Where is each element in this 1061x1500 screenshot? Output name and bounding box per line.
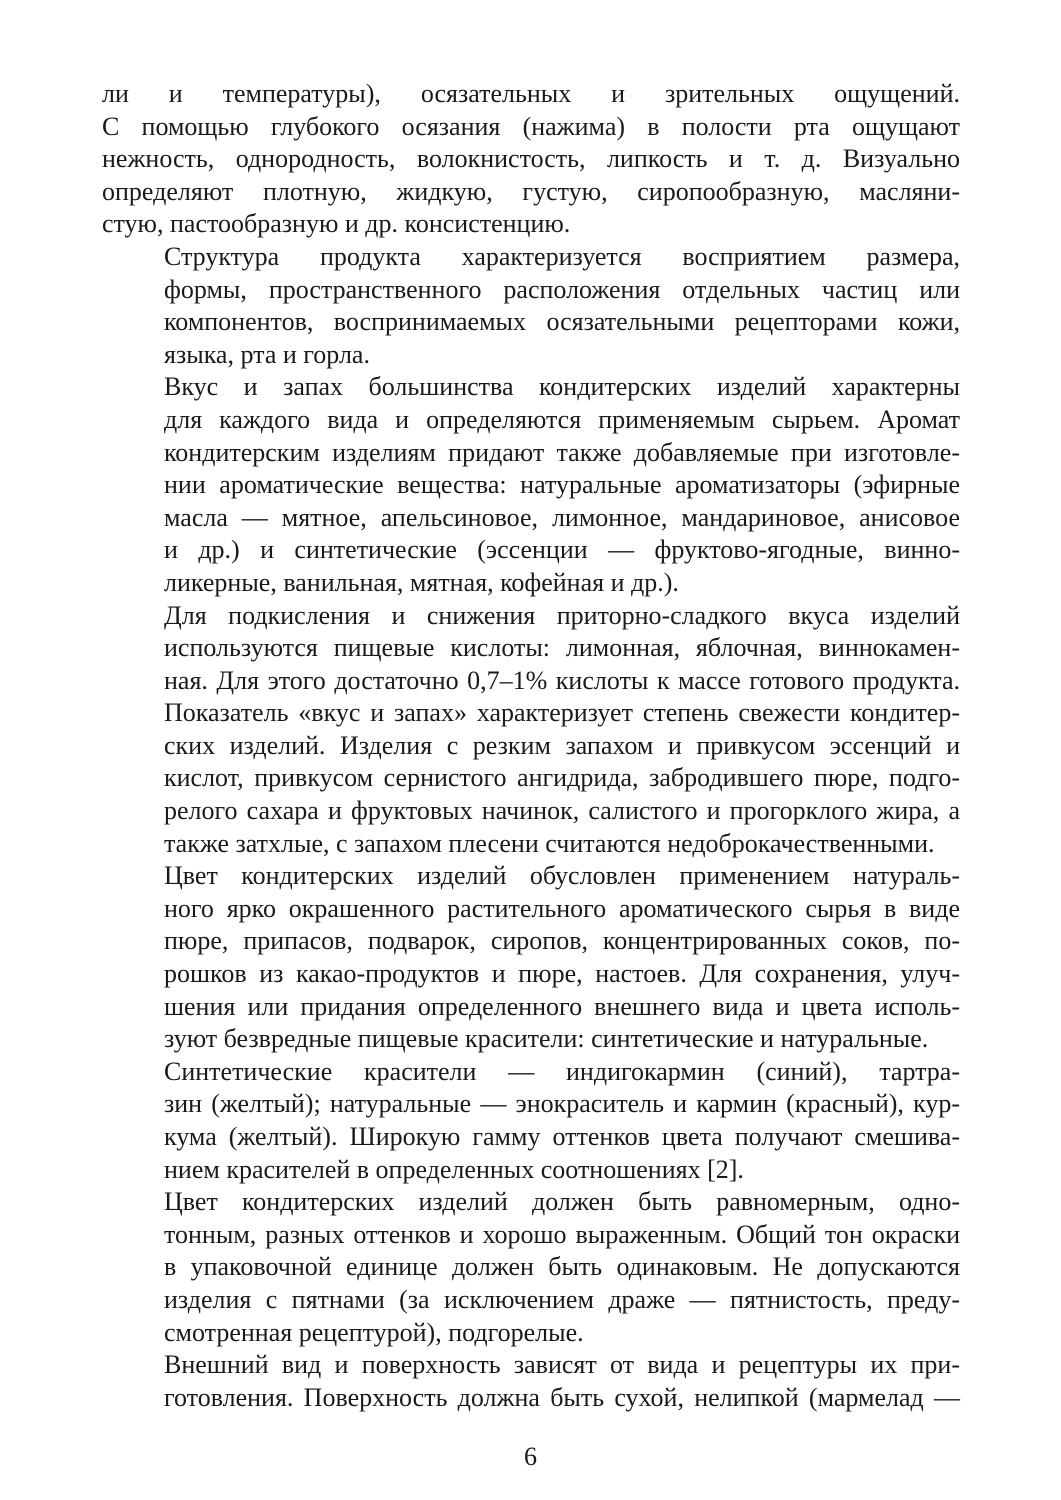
page-number: 6 bbox=[524, 1442, 537, 1471]
text-line: масла — мятное, апельсиновое, лимонное, мандариновое, анисовое bbox=[164, 502, 960, 532]
text-line: также затхлые, с запахом плесени считаются недоброкачественными. bbox=[164, 828, 935, 858]
text-line: кислот, привкусом сернистого ангидрида, забродившего пюре, подго- bbox=[164, 763, 960, 793]
text-line: релого сахара и фруктовых начинок, салистого и прогорклого жира, а bbox=[164, 796, 960, 826]
text-line: кондитерским изделиям придают также добавляемые при изготовле- bbox=[164, 437, 960, 467]
text-line: Показатель «вкус и запах» характеризует степень свежести кондитер- bbox=[164, 698, 960, 728]
text-line: определяют плотную, жидкую, густую, сиропообразную, масляни- bbox=[102, 176, 960, 206]
text-line: формы, пространственного расположения отдельных частиц или bbox=[164, 274, 960, 304]
paragraph bbox=[102, 78, 960, 241]
text-line: компонентов, воспринимаемых осязательными рецепторами кожи, bbox=[164, 307, 960, 337]
text-line: кума (желтый). Широкую гамму оттенков цвета получают смешива- bbox=[164, 1122, 960, 1151]
text-line: Структура продукта характеризуется восприятием размера, bbox=[164, 241, 960, 271]
paragraph bbox=[102, 860, 960, 1056]
text-line: ного ярко окрашенного растительного ароматического сырья в виде bbox=[164, 893, 960, 923]
paragraph bbox=[102, 1186, 960, 1349]
paragraph bbox=[102, 600, 960, 861]
text-line: ских изделий. Изделия с резким запахом и привкусом эссенций и bbox=[164, 730, 960, 760]
text-line: для каждого вида и определяются применяемым сырьем. Аромат bbox=[164, 404, 960, 434]
paragraph bbox=[102, 1349, 960, 1414]
text-line: зуют безвредные пищевые красители: синтетические и натуральные. bbox=[164, 1024, 929, 1054]
body-text bbox=[102, 78, 960, 1414]
text-line: ликерные, ванильная, мятная, кофейная и др.). bbox=[164, 567, 679, 597]
text-line: языка, рта и горла. bbox=[164, 339, 370, 369]
text-line: ли и температуры), осязательных и зрительных ощущений. bbox=[102, 79, 960, 108]
text-line: нии ароматические вещества: натуральные ароматизаторы (эфирные bbox=[164, 470, 960, 500]
text-line: Внешний вид и поверхность зависят от вида и рецептуры их при- bbox=[164, 1350, 960, 1380]
text-line: Синтетические красители — индигокармин (синий), тартра- bbox=[164, 1056, 960, 1086]
text-line: Цвет кондитерских изделий обусловлен применением натураль- bbox=[164, 861, 960, 891]
text-line: рошков из какао-продуктов и пюре, настоев. Для сохранения, улуч- bbox=[164, 959, 960, 989]
text-line: смотренная рецептурой), подгорелые. bbox=[164, 1317, 584, 1347]
text-line: изделия с пятнами (за исключением драже — пятнистость, преду- bbox=[164, 1284, 960, 1314]
text-line: Цвет кондитерских изделий должен быть равномерным, одно- bbox=[164, 1187, 960, 1217]
text-line: зин (желтый); натуральные — энокраситель и кармин (красный), кур- bbox=[164, 1089, 960, 1119]
text-line: пюре, припасов, подварок, сиропов, концентрированных соков, по- bbox=[164, 926, 960, 956]
text-line: в упаковочной единице должен быть одинаковым. Не допускаются bbox=[164, 1252, 960, 1282]
text-line: шения или придания определенного внешнего вида и цвета исполь- bbox=[164, 991, 960, 1021]
text-line: нежность, однородность, волокнистость, липкость и т. д. Визуально bbox=[102, 144, 960, 174]
text-line: готовления. Поверхность должна быть сухой, нелипкой (мармелад — bbox=[164, 1382, 960, 1412]
text-line: С помощью глубокого осязания (нажима) в полости рта ощущают bbox=[102, 111, 960, 141]
text-line: стую, пастообразную и др. консистенцию. bbox=[102, 209, 571, 239]
text-line: и др.) и синтетические (эссенции — фруктово-ягодные, винно- bbox=[164, 535, 960, 565]
text-line: используются пищевые кислоты: лимонная, яблочная, виннокамен- bbox=[164, 633, 960, 663]
paragraph bbox=[102, 371, 960, 599]
paragraph bbox=[102, 1056, 960, 1186]
text-line: Для подкисления и снижения приторно-сладкого вкуса изделий bbox=[164, 600, 960, 630]
text-line: тонным, разных оттенков и хорошо выраженным. Общий тон окраски bbox=[164, 1219, 960, 1249]
text-line: нием красителей в определенных соотношениях [2]. bbox=[164, 1154, 744, 1184]
text-line: Вкус и запах большинства кондитерских изделий характерны bbox=[164, 372, 960, 402]
text-line: ная. Для этого достаточно 0,7–1% кислоты к массе готового продукта. bbox=[164, 665, 960, 695]
paragraph bbox=[102, 241, 960, 371]
